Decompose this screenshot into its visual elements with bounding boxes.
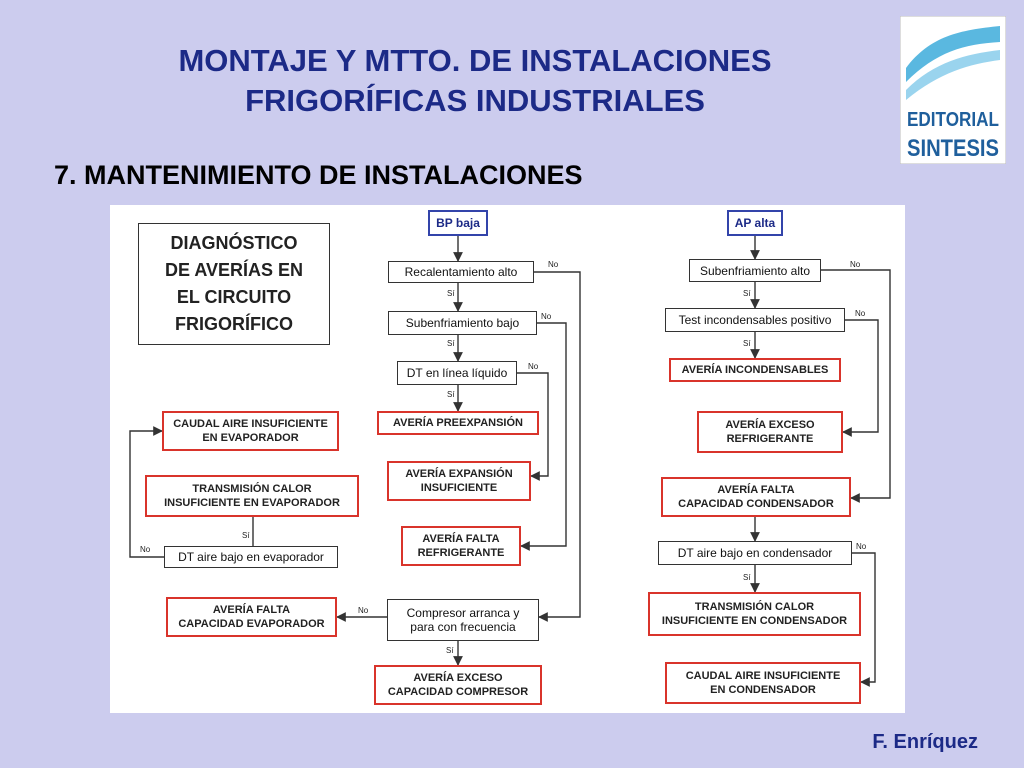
fault-caudal-aire-evaporador: CAUDAL AIRE INSUFICIENTE EN EVAPORADOR <box>162 411 339 451</box>
fault-transmision-calor-condensador: TRANSMISIÓN CALOR INSUFICIENTE EN CONDENSADOR <box>648 592 861 636</box>
logo-line-1: EDITORIAL <box>907 109 999 131</box>
label-no: No <box>548 260 559 269</box>
fault-caudal-aire-condensador: CAUDAL AIRE INSUFICIENTE EN CONDENSADOR <box>665 662 861 704</box>
fault-exceso-refrigerante: AVERÍA EXCESO REFRIGERANTE <box>697 411 843 453</box>
label-yes: Sí <box>743 573 751 582</box>
editorial-sintesis-logo <box>900 16 1006 164</box>
label-no: No <box>856 542 867 551</box>
question-compresor-arranca: Compresor arranca y para con frecuencia <box>387 599 539 641</box>
label-yes: Sí <box>743 339 751 348</box>
label-no: No <box>528 362 539 371</box>
label-yes: Sí <box>446 646 454 655</box>
fault-preexpansion: AVERÍA PREEXPANSIÓN <box>377 411 539 435</box>
question-test-incondensables: Test incondensables positivo <box>665 308 845 332</box>
flowchart-panel <box>110 205 905 713</box>
label-yes: Sí <box>447 289 455 298</box>
label-yes: Sí <box>743 289 751 298</box>
question-dt-aire-condensador: DT aire bajo en condensador <box>658 541 852 565</box>
fault-exceso-capacidad-compresor: AVERÍA EXCESO CAPACIDAD COMPRESOR <box>374 665 542 705</box>
label-yes: Sí <box>242 531 250 540</box>
label-no: No <box>850 260 861 269</box>
label-no: No <box>140 545 151 554</box>
fault-transmision-calor-evaporador: TRANSMISIÓN CALOR INSUFICIENTE EN EVAPORADOR <box>145 475 359 517</box>
question-subenfriamiento-alto: Subenfriamiento alto <box>689 259 821 282</box>
label-no: No <box>358 606 369 615</box>
slide-title-line-2: FRIGORÍFICAS INDUSTRIALES <box>245 83 705 118</box>
logo-line-2: SINTESIS <box>907 135 999 162</box>
question-recalentamiento-alto: Recalentamiento alto <box>388 261 534 283</box>
question-dt-aire-evaporador: DT aire bajo en evaporador <box>164 546 338 568</box>
label-yes: Sí <box>447 339 455 348</box>
diagram-heading: DIAGNÓSTICO DE AVERÍAS EN EL CIRCUITO FRIGORÍFICO <box>138 223 330 345</box>
start-ap-alta: AP alta <box>727 210 783 236</box>
label-no: No <box>541 312 552 321</box>
section-subtitle: 7. MANTENIMIENTO DE INSTALACIONES <box>54 160 583 190</box>
fault-falta-refrigerante: AVERÍA FALTA REFRIGERANTE <box>401 526 521 566</box>
author-credit: F. Enríquez <box>872 731 978 753</box>
label-no: No <box>855 309 866 318</box>
fault-falta-capacidad-evaporador: AVERÍA FALTA CAPACIDAD EVAPORADOR <box>166 597 337 637</box>
question-subenfriamiento-bajo: Subenfriamiento bajo <box>388 311 537 335</box>
fault-falta-capacidad-condensador: AVERÍA FALTA CAPACIDAD CONDENSADOR <box>661 477 851 517</box>
slide-title-line-1: MONTAJE Y MTTO. DE INSTALACIONES <box>178 43 772 78</box>
label-yes: Sí <box>447 390 455 399</box>
question-dt-linea-liquido: DT en línea líquido <box>397 361 517 385</box>
fault-expansion-insuficiente: AVERÍA EXPANSIÓN INSUFICIENTE <box>387 461 531 501</box>
fault-incondensables: AVERÍA INCONDENSABLES <box>669 358 841 382</box>
start-bp-baja: BP baja <box>428 210 488 236</box>
